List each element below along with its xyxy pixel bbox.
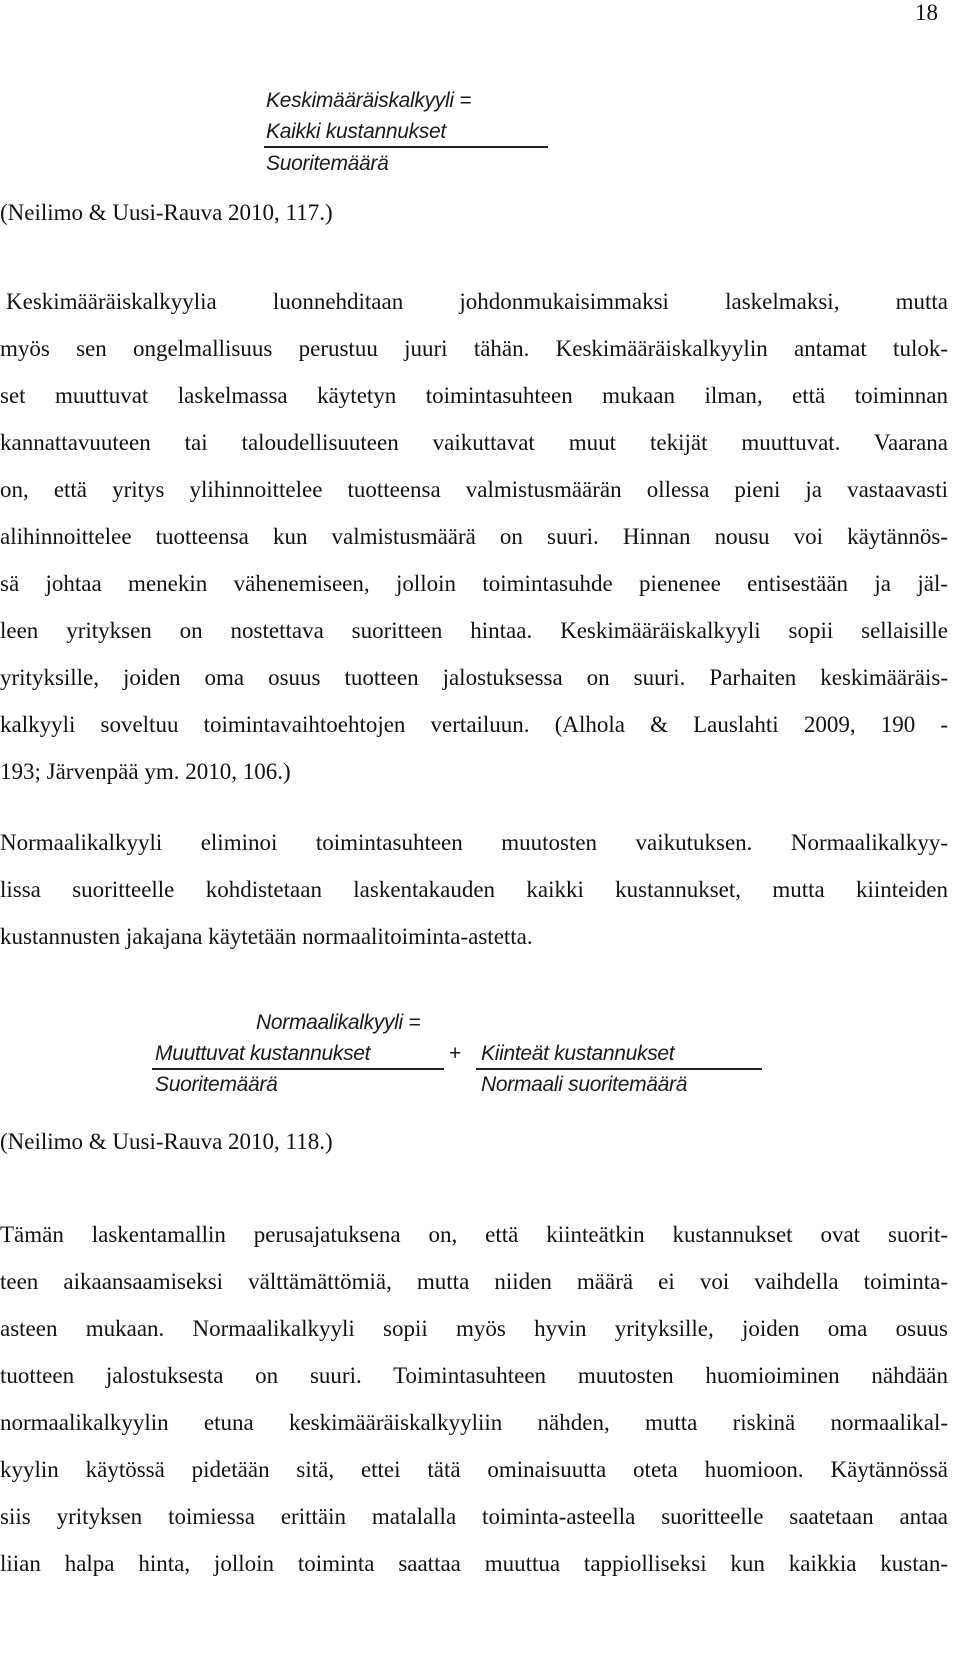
paragraph-line: lissa suoritteelle kohdistetaan laskentakauden kaikki kustannukset, mutta kiinteiden — [0, 877, 948, 902]
paragraph-line: myös sen ongelmallisuus perustuu juuri tähän. Keskimääräiskalkyylin antamat tulok- — [0, 336, 948, 361]
paragraph-line: liian halpa hinta, jolloin toiminta saattaa muuttua tappiolliseksi kun kaikkia kustan- — [0, 1551, 948, 1576]
formula1-numerator: Kaikki kustannukset — [266, 120, 446, 143]
paragraph-1 — [0, 278, 948, 795]
formula1-denominator: Suoritemäärä — [266, 152, 389, 175]
formula1-title: Keskimääräiskalkyyli = — [266, 89, 472, 112]
formula2-plus-operator: + — [449, 1042, 461, 1065]
paragraph-line: tuotteen jalostuksesta on suuri. Toimintasuhteen muutosten huomioiminen nähdään — [0, 1363, 948, 1388]
paragraph-line: kalkyyli soveltuu toimintavaihtoehtojen vertailuun. (Alhola & Lauslahti 2009, 190 - — [0, 712, 948, 737]
paragraph-line: kannattavuuteen tai taloudellisuuteen vaikuttavat muut tekijät muuttuvat. Vaarana — [0, 430, 948, 455]
paragraph-line: alihinnoittelee tuotteensa kun valmistusmäärä on suuri. Hinnan nousu voi käytännös- — [0, 524, 948, 549]
formula2-right-denominator: Normaali suoritemäärä — [481, 1073, 688, 1096]
paragraph-line: leen yrityksen on nostettava suoritteen hintaa. Keskimääräiskalkyyli sopii sellaisille — [0, 618, 948, 643]
paragraph-line: set muuttuvat laskelmassa käytetyn toimintasuhteen mukaan ilman, että toiminnan — [0, 383, 948, 408]
paragraph-line: kyylin käytössä pidetään sitä, ettei tätä ominaisuutta oteta huomioon. Käytännössä — [0, 1457, 948, 1482]
formula2-left-numerator: Muuttuvat kustannukset — [155, 1042, 371, 1065]
paragraph-2 — [0, 819, 948, 960]
formula2-right-fraction-bar — [476, 1068, 762, 1070]
citation-1: (Neilimo & Uusi-Rauva 2010, 117.) — [0, 200, 333, 225]
formula2-left-fraction-bar — [152, 1068, 444, 1070]
paragraph-line: Keskimääräiskalkyylia luonnehditaan johdonmukaisimmaksi laskelmaksi, mutta — [6, 289, 948, 314]
paragraph-line: yrityksille, joiden oma osuus tuotteen jalostuksessa on suuri. Parhaiten keskimääräis- — [0, 665, 948, 690]
paragraph-line: 193; Järvenpää ym. 2010, 106.) — [0, 759, 291, 784]
paragraph-line: kustannusten jakajana käytetään normaalitoiminta-astetta. — [0, 924, 533, 949]
paragraph-line: siis yrityksen toimiessa erittäin matalalla toiminta-asteella suoritteelle saatetaan antaa — [0, 1504, 948, 1529]
paragraph-line: normaalikalkyylin etuna keskimääräiskalkyyliin nähden, mutta riskinä normaalikal- — [0, 1410, 948, 1435]
paragraph-line: Tämän laskentamallin perusajatuksena on, että kiinteätkin kustannukset ovat suorit- — [0, 1222, 948, 1247]
formula2-title: Normaalikalkyyli = — [256, 1011, 421, 1034]
paragraph-line: asteen mukaan. Normaalikalkyyli sopii myös hyvin yrityksille, joiden oma osuus — [0, 1316, 948, 1341]
formula1-fraction-bar — [264, 146, 548, 148]
page-number: 18 — [915, 0, 938, 25]
formula2-left-denominator: Suoritemäärä — [155, 1073, 278, 1096]
paragraph-line: teen aikaansaamiseksi välttämättömiä, mutta niiden määrä ei voi vaihdella toiminta- — [0, 1269, 948, 1294]
paragraph-3 — [0, 1211, 948, 1587]
paragraph-line: on, että yritys ylihinnoittelee tuotteensa valmistusmäärän ollessa pieni ja vastaavasti — [0, 477, 948, 502]
paragraph-line: sä johtaa menekin vähenemiseen, jolloin toimintasuhde pienenee entisestään ja jäl- — [0, 571, 948, 596]
citation-2: (Neilimo & Uusi-Rauva 2010, 118.) — [0, 1129, 333, 1154]
formula2-right-numerator: Kiinteät kustannukset — [481, 1042, 675, 1065]
paragraph-line: Normaalikalkyyli eliminoi toimintasuhteen muutosten vaikutuksen. Normaalikalkyy- — [0, 830, 948, 855]
